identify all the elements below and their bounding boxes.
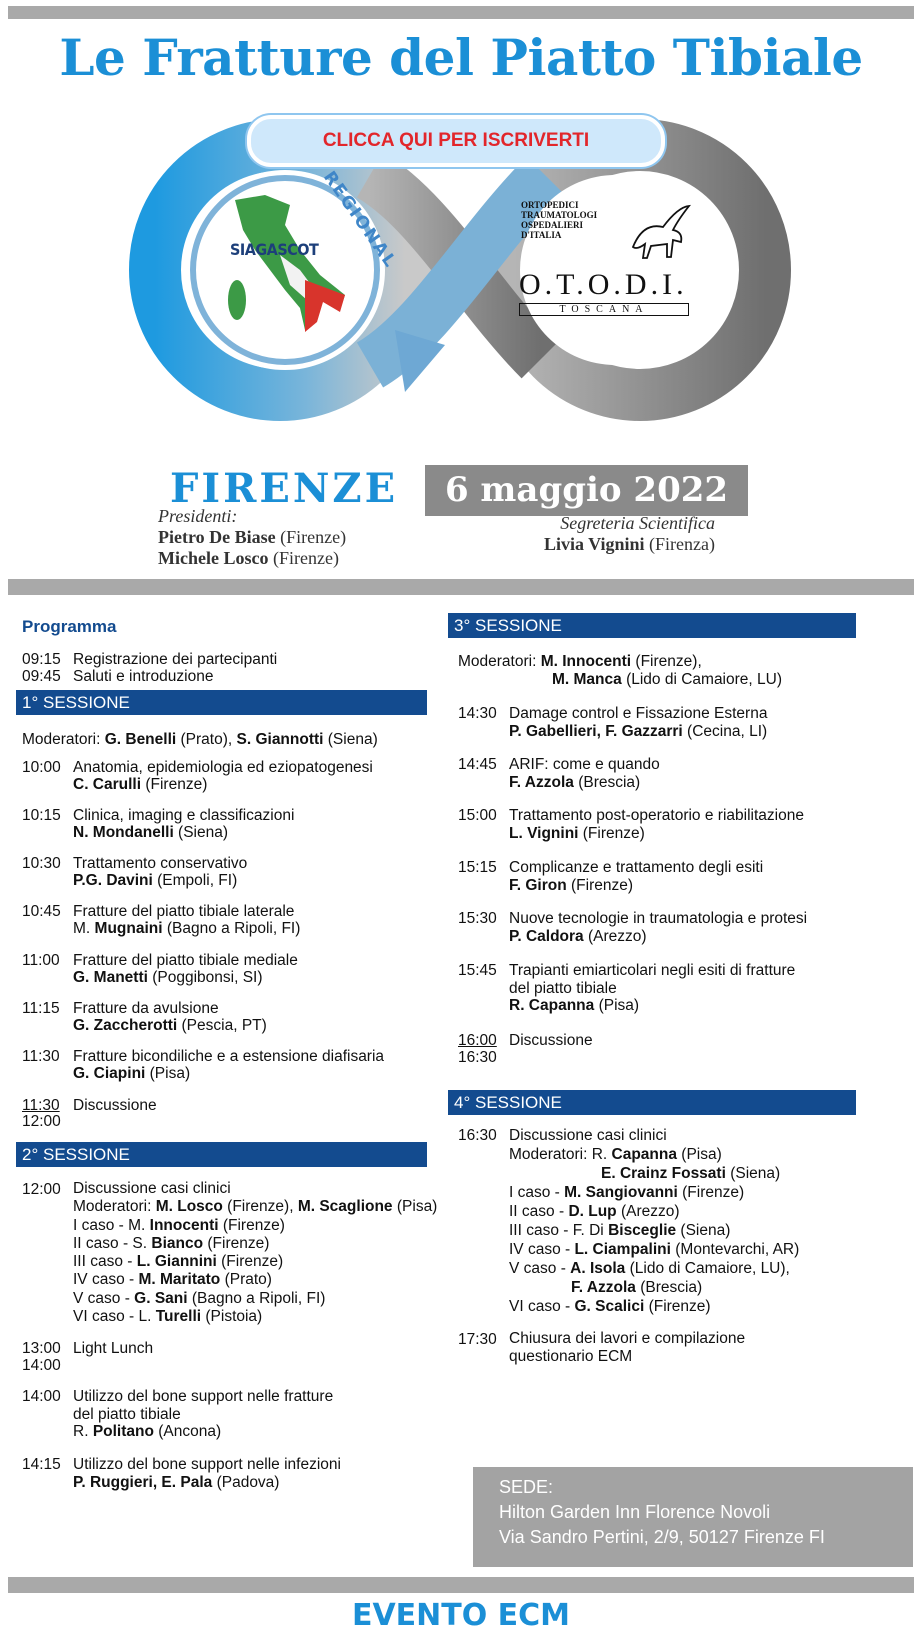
program-line: Discussione casi clinici — [509, 1127, 667, 1144]
time-label: 09:15 — [22, 651, 61, 668]
otodi-logo — [515, 200, 705, 330]
program-line: Chiusura dei lavori e compilazione — [509, 1330, 746, 1347]
speaker: L. Vignini (Firenze) — [509, 824, 645, 842]
president-city: (Firenze) — [268, 548, 339, 568]
program-line: III caso - L. Giannini (Firenze) — [73, 1253, 284, 1271]
program-line: F. Azzola (Brescia) — [571, 1279, 703, 1296]
bottom-bar — [8, 1577, 914, 1593]
program-item: Damage control e Fissazione Esterna — [509, 705, 768, 722]
infinity-graphic — [0, 0, 922, 470]
speaker: M. Mugnaini (Bagno a Ripoli, FI) — [73, 920, 301, 937]
session-1-header: 1° SESSIONE — [16, 690, 427, 715]
time-label: 11:30 — [22, 1048, 60, 1065]
president-city: (Firenze) — [275, 527, 347, 547]
regional-arc-text: REGIONAL — [319, 167, 401, 273]
session-4-cases — [509, 1126, 799, 1316]
program-item: Fratture del piatto tibiale laterale — [73, 903, 295, 920]
program-line: IV caso - L. Ciampalini (Montevarchi, AR) — [509, 1241, 800, 1258]
speaker: F. Giron (Firenze) — [509, 876, 634, 894]
discussion-item: Discussione — [73, 1097, 157, 1114]
time-label: 15:00 — [458, 807, 497, 824]
program-line: II caso - D. Lup (Arezzo) — [509, 1203, 680, 1220]
program-line: Discussione casi clinici — [73, 1180, 231, 1197]
program-item: Trattamento conservativo — [73, 855, 248, 872]
session-2-header: 2° SESSIONE — [16, 1142, 427, 1167]
session-4-header: 4° SESSIONE — [448, 1090, 856, 1115]
time-label: 12:00 — [22, 1181, 61, 1198]
president-name: Pietro De Biase — [158, 527, 276, 547]
discussion-start-time: 16:00 — [458, 1032, 497, 1049]
program-line: III caso - F. Di Bisceglie (Siena) — [509, 1222, 731, 1239]
speaker: P.G. Davini (Empoli, FI) — [73, 872, 238, 889]
time-label: 11:15 — [22, 1000, 60, 1017]
otodi-brand: O.T.O.D.I. — [519, 268, 688, 301]
page-title: Le Fratture del Piatto Tibiale — [59, 28, 863, 87]
session-1-moderators: Moderatori: G. Benelli (Prato), S. Giannotti (Siena) — [22, 731, 378, 748]
event-date: 6 maggio 2022 — [425, 465, 748, 516]
program-line: VI caso - L. Turelli (Pistoia) — [73, 1308, 263, 1326]
secretariat-block — [530, 513, 715, 555]
program-item: Utilizzo del bone support nelle fratture — [73, 1388, 334, 1405]
siagascot-logo — [195, 167, 401, 360]
otodi-line: OSPEDALIERI — [521, 220, 584, 230]
program-line: V caso - G. Sani (Bagno a Ripoli, FI) — [73, 1289, 326, 1307]
time-label: 10:00 — [22, 759, 61, 776]
otodi-line: TRAUMATOLOGI — [521, 210, 598, 220]
program-line: I caso - M. Sangiovanni (Firenze) — [509, 1184, 745, 1201]
venue-box — [473, 1467, 913, 1567]
time-label: 14:00 — [22, 1357, 61, 1374]
otodi-line: D'ITALIA — [521, 230, 562, 240]
program-line: questionario ECM — [509, 1348, 633, 1365]
program-item: ARIF: come e quando — [509, 756, 660, 773]
time-label: 14:00 — [22, 1388, 61, 1405]
register-button[interactable]: CLICCA QUI PER ISCRIVERTI — [247, 115, 665, 167]
time-label: 10:45 — [22, 903, 61, 920]
president-2 — [158, 548, 346, 569]
time-label: 15:30 — [458, 910, 497, 927]
program-line: I caso - M. Innocenti (Firenze) — [73, 1216, 285, 1234]
president-name: Michele Losco — [158, 548, 269, 568]
speaker: P. Caldora (Arezzo) — [509, 927, 647, 945]
program-line: II caso - S. Bianco (Firenze) — [73, 1234, 270, 1252]
program-item: Complicanze e trattamento degli esiti — [509, 859, 764, 876]
time-label: 16:30 — [458, 1049, 497, 1066]
time-label: 11:00 — [22, 952, 60, 969]
time-label: 14:15 — [22, 1456, 61, 1473]
closing-item — [509, 1330, 745, 1366]
time-label: 09:45 — [22, 668, 61, 685]
time-label: 13:00 — [22, 1340, 61, 1357]
discussion-item: Discussione — [509, 1032, 593, 1049]
program-item: Trattamento post-operatorio e riabilitazione — [509, 807, 804, 824]
presidents-block — [158, 506, 346, 569]
program-item: del piatto tibiale — [509, 979, 617, 997]
venue-address: Via Sandro Pertini, 2/9, 50127 Firenze FI — [499, 1527, 825, 1547]
program-line: Moderatori: R. Capanna (Pisa) — [509, 1146, 722, 1163]
speaker: G. Manetti (Poggibonsi, SI) — [73, 969, 263, 986]
program-line: VI caso - G. Scalici (Firenze) — [509, 1298, 711, 1315]
speaker: P. Gabellieri, F. Gazzarri (Cecina, LI) — [509, 722, 768, 740]
program-item: Utilizzo del bone support nelle infezioni — [73, 1456, 341, 1473]
speaker: P. Ruggieri, E. Pala (Padova) — [73, 1473, 280, 1491]
president-1 — [158, 527, 346, 548]
speaker: N. Mondanelli (Siena) — [73, 824, 229, 841]
session-3-header: 3° SESSIONE — [448, 613, 856, 638]
event-type-label: EVENTO ECM — [351, 1598, 571, 1633]
program-item: Fratture da avulsione — [73, 1000, 219, 1017]
secretariat-name: Livia Vignini — [543, 534, 645, 554]
time-label: 14:45 — [458, 756, 497, 773]
otodi-org-lines — [521, 200, 597, 240]
pegasus-icon — [623, 202, 693, 262]
speaker: R. Capanna (Pisa) — [509, 997, 640, 1014]
program-item: Anatomia, epidemiologia ed eziopatogenesi — [73, 759, 373, 776]
time-label: 10:30 — [22, 855, 61, 872]
session-2-cases — [73, 1180, 437, 1326]
intro-item: Saluti e introduzione — [73, 668, 214, 685]
time-label: 16:30 — [458, 1127, 497, 1144]
intro-item: Registrazione dei partecipanti — [73, 651, 278, 668]
session-3-moderators-2: M. Manca (Lido di Camaiore, LU) — [552, 671, 782, 688]
separator-bar — [8, 579, 914, 595]
program-item: del piatto tibiale — [73, 1405, 181, 1423]
program-line: V caso - A. Isola (Lido di Camaiore, LU), — [509, 1260, 790, 1277]
program-item: Fratture bicondiliche e a estensione diafisaria — [73, 1048, 385, 1065]
city-label: FIRENZE — [170, 465, 399, 512]
presidents-label: Presidenti: — [158, 506, 238, 526]
time-label: 17:30 — [458, 1331, 497, 1348]
secretariat-label: Segreteria Scientifica — [560, 513, 715, 533]
program-item: Nuove tecnologie in traumatologia e protesi — [509, 910, 808, 927]
discussion-start-time: 11:30 — [22, 1097, 60, 1114]
time-label: 15:15 — [458, 859, 497, 876]
secretariat-city: (Firenza) — [644, 534, 715, 554]
speaker: G. Zaccherotti (Pescia, PT) — [73, 1017, 267, 1034]
time-label: 12:00 — [22, 1113, 61, 1130]
lunch-item: Light Lunch — [73, 1340, 154, 1357]
session-3-moderators-1: Moderatori: M. Innocenti (Firenze), — [458, 653, 702, 670]
venue-label: SEDE: — [499, 1477, 554, 1497]
program-item: Fratture del piatto tibiale mediale — [73, 952, 298, 969]
time-label: 10:15 — [22, 807, 61, 824]
speaker: F. Azzola (Brescia) — [509, 773, 641, 791]
program-line: Moderatori: M. Losco (Firenze), M. Scaglione (Pisa) — [73, 1198, 438, 1216]
siagascot-brand: SIAGASCOT — [230, 240, 319, 259]
program-heading: Programma — [22, 617, 117, 636]
time-label: 15:45 — [458, 962, 497, 979]
program-line: IV caso - M. Maritato (Prato) — [73, 1271, 272, 1289]
secretariat-person — [530, 534, 715, 555]
otodi-region: TOSCANA — [519, 303, 689, 316]
speaker: R. Politano (Ancona) — [73, 1423, 222, 1440]
speaker: G. Ciapini (Pisa) — [73, 1065, 191, 1082]
venue-name: Hilton Garden Inn Florence Novoli — [499, 1502, 771, 1522]
program-line: E. Crainz Fossati (Siena) — [601, 1165, 781, 1182]
program-item: Trapianti emiarticolari negli esiti di fratture — [509, 962, 796, 979]
otodi-line: ORTOPEDICI — [521, 200, 579, 210]
program-item: Clinica, imaging e classificazioni — [73, 807, 295, 824]
speaker: C. Carulli (Firenze) — [73, 776, 208, 793]
time-label: 14:30 — [458, 705, 497, 722]
